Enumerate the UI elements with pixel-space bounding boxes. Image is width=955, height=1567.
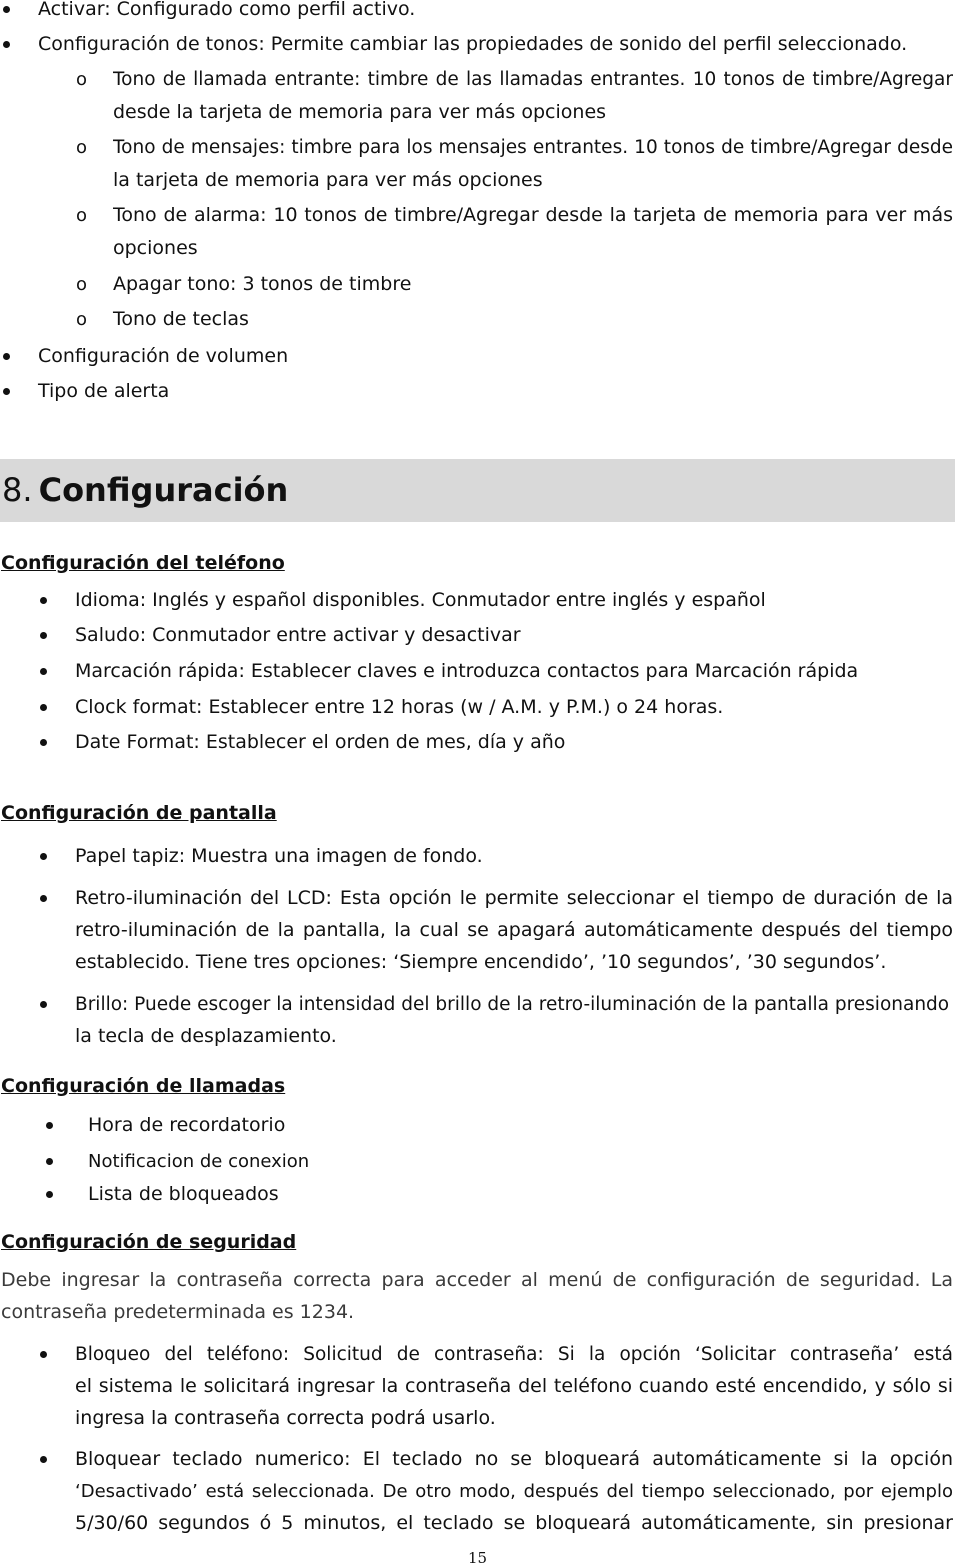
section-heading [0, 459, 955, 522]
bullet-icon [40, 739, 47, 746]
circle-bullet-icon: o [76, 137, 88, 158]
list-item-retro-cont: retro-iluminación de la pantalla, la cual se apagará automáticamente después del tiempo [75, 919, 953, 941]
subheading-telefono: Configuración del teléfono [1, 552, 285, 574]
page-number: 15 [467, 1549, 488, 1567]
list-item: Idioma: Inglés y español disponibles. Conmutador entre inglés y español [75, 589, 766, 611]
list-item-retro: Retro-iluminación del LCD: Esta opción le permite seleccionar el tiempo de duración de la [75, 887, 953, 909]
bullet-icon [3, 41, 10, 48]
list-item-alerta: Tipo de alerta [38, 380, 170, 402]
subheading-llamadas: Configuración de llamadas [1, 1075, 286, 1097]
list-item-apagar-tono: Apagar tono: 3 tonos de timbre [113, 273, 412, 295]
list-item-brillo-cont: la tecla de desplazamiento. [75, 1025, 337, 1047]
list-item: Hora de recordatorio [88, 1114, 286, 1136]
section-title: Configuración [38, 471, 289, 509]
bullet-icon [40, 668, 47, 675]
paragraph-intro: Debe ingresar la contraseña correcta para acceder al menú de configuración de seguridad. La [1, 1269, 953, 1291]
bullet-icon [40, 1001, 47, 1008]
list-item-tono-mensajes: Tono de mensajes: timbre para los mensajes entrantes. 10 tonos de timbre/Agregar desde [113, 137, 953, 158]
list-item-papel: Papel tapiz: Muestra una imagen de fondo. [75, 845, 483, 867]
list-item: Date Format: Establecer el orden de mes, día y año [75, 731, 566, 753]
circle-bullet-icon: o [76, 69, 88, 90]
list-item-retro-cont: establecido. Tiene tres opciones: ‘Siempre encendido’, ’10 segundos’, ’30 segundos’. [75, 951, 887, 973]
bullet-icon [46, 1158, 53, 1165]
list-item-bloqueo-cont: el sistema le solicitará ingresar la contraseña del teléfono cuando esté encendido, y sólo si [75, 1375, 953, 1397]
bullet-icon [40, 597, 47, 604]
list-item: Lista de bloqueados [88, 1183, 279, 1205]
bullet-icon [40, 704, 47, 711]
list-item-tono-mensajes-cont: la tarjeta de memoria para ver más opciones [113, 169, 543, 191]
list-item-tonos: Configuración de tonos: Permite cambiar las propiedades de sonido del perfil seleccionado. [38, 33, 908, 55]
list-item-bloqueo: Bloqueo del teléfono: Solicitud de contraseña: Si la opción ‘Solicitar contraseña’ está [75, 1344, 953, 1365]
section-number: 8. [2, 471, 33, 509]
circle-bullet-icon: o [76, 274, 88, 295]
list-item: Notificacion de conexion [88, 1151, 310, 1172]
list-item-tono-llamada-cont: desde la tarjeta de memoria para ver más opciones [113, 101, 607, 123]
bullet-icon [46, 1122, 53, 1129]
subheading-pantalla: Configuración de pantalla [1, 802, 277, 824]
bullet-icon [40, 1351, 47, 1358]
bullet-icon [3, 388, 10, 395]
list-item: Marcación rápida: Establecer claves e introduzca contactos para Marcación rápida [75, 660, 859, 682]
list-item-brillo: Brillo: Puede escoger la intensidad del brillo de la retro-iluminación de la pantalla presionando [75, 994, 950, 1015]
list-item-activar: Activar: Configurado como perfil activo. [38, 0, 416, 20]
list-item-volumen: Configuración de volumen [38, 345, 289, 367]
circle-bullet-icon: o [76, 205, 88, 226]
list-item-teclado-cont: ‘Desactivado’ está seleccionada. De otro modo, después del tiempo seleccionado, por ejemplo [75, 1481, 953, 1502]
paragraph-intro-cont: contraseña predeterminada es 1234. [1, 1301, 355, 1323]
list-item: Clock format: Establecer entre 12 horas (w / A.M. y P.M.) o 24 horas. [75, 696, 724, 718]
list-item-teclado-cont: 5/30/60 segundos ó 5 minutos, el teclado se bloqueará automáticamente, sin presionar [75, 1512, 953, 1534]
bullet-icon [40, 853, 47, 860]
list-item-teclado: Bloquear teclado numerico: El teclado no se bloqueará automáticamente si la opción [75, 1448, 953, 1470]
bullet-icon [40, 895, 47, 902]
bullet-icon [40, 1456, 47, 1463]
bullet-icon [3, 6, 10, 13]
bullet-icon [46, 1191, 53, 1198]
bullet-icon [3, 353, 10, 360]
bullet-icon [40, 632, 47, 639]
list-item-tono-teclas: Tono de teclas [113, 308, 249, 330]
circle-bullet-icon: o [76, 309, 88, 330]
list-item-bloqueo-cont: ingresa la contraseña correcta podrá usarlo. [75, 1407, 496, 1429]
subheading-seguridad: Configuración de seguridad [1, 1231, 297, 1253]
list-item: Saludo: Conmutador entre activar y desactivar [75, 624, 521, 646]
list-item-tono-llamada: Tono de llamada entrante: timbre de las llamadas entrantes. 10 tonos de timbre/Agregar [113, 69, 953, 90]
list-item-tono-alarma: Tono de alarma: 10 tonos de timbre/Agregar desde la tarjeta de memoria para ver más [113, 204, 953, 226]
list-item-tono-alarma-cont: opciones [113, 237, 198, 259]
